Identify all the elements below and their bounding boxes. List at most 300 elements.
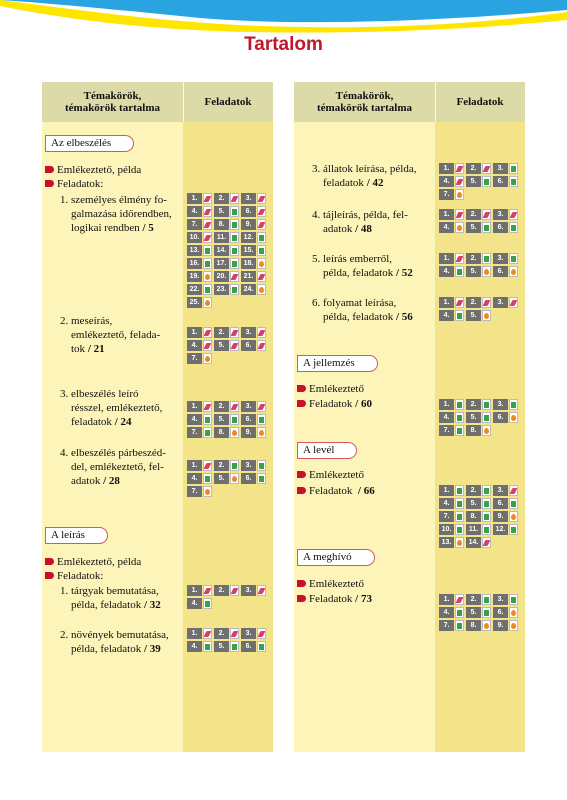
task-badge[interactable]: [466, 163, 493, 174]
task-number: 4.: [439, 607, 454, 618]
drop-icon: [509, 511, 518, 522]
bullet-tasks[interactable]: Feladatok / 60: [297, 398, 372, 411]
task-number: 6.: [241, 340, 256, 351]
pen-icon: [203, 193, 212, 204]
task-badge[interactable]: [214, 340, 241, 351]
task-number: 1.: [439, 485, 454, 496]
section-elbeszeles[interactable]: Az elbeszélés: [45, 135, 134, 152]
task-number: 4.: [439, 222, 454, 233]
toc-item[interactable]: 4. elbeszélés párbeszéd- del, emlékeztető, fel- adatok / 28: [60, 447, 166, 487]
task-badge[interactable]: [466, 620, 493, 631]
section-level[interactable]: A levél: [297, 442, 357, 459]
task-number: 8.: [466, 425, 481, 436]
task-number: 4.: [187, 641, 202, 652]
task-badge[interactable]: [214, 414, 241, 425]
task-badge[interactable]: [439, 594, 466, 605]
task-number: 2.: [466, 399, 481, 410]
top-decoration: [0, 0, 567, 34]
task-number: 14.: [466, 537, 481, 548]
book-icon: [455, 266, 464, 277]
task-number: 23.: [214, 284, 229, 295]
task-badge[interactable]: [241, 258, 268, 269]
toc-item[interactable]: 3. elbeszélés leíró résszel, emlékeztető, feladatok / 24: [60, 388, 163, 428]
task-badge[interactable]: [439, 310, 466, 321]
tasks-header: Feladatok: [435, 82, 525, 122]
task-badge[interactable]: [187, 585, 214, 596]
bullet-reminder[interactable]: Emlékeztető, példa: [45, 556, 141, 569]
task-badge[interactable]: [439, 524, 466, 535]
task-badge[interactable]: [439, 297, 466, 308]
task-badge[interactable]: [493, 620, 520, 631]
task-badge[interactable]: [241, 401, 268, 412]
task-number: 2.: [466, 297, 481, 308]
section-meghivo[interactable]: A meghívó: [297, 549, 375, 566]
task-number: 21.: [241, 271, 256, 282]
task-number: 2.: [214, 460, 229, 471]
pen-icon: [203, 206, 212, 217]
task-number: 10.: [187, 232, 202, 243]
task-number: 7.: [187, 427, 202, 438]
pen-icon: [203, 401, 212, 412]
task-badge[interactable]: [241, 641, 268, 652]
task-number: 6.: [241, 641, 256, 652]
task-badge[interactable]: [187, 414, 214, 425]
task-badge[interactable]: [187, 193, 214, 204]
drop-icon: [230, 473, 239, 484]
book-icon: [230, 206, 239, 217]
task-number: 4.: [187, 473, 202, 484]
bullet-reminder[interactable]: Emlékeztető: [297, 578, 364, 591]
task-number: 1.: [439, 399, 454, 410]
toc-item[interactable]: 5. leírás emberről, példa, feladatok / 52: [312, 253, 413, 279]
task-number: 8.: [466, 511, 481, 522]
task-badge[interactable]: [214, 460, 241, 471]
book-icon: [455, 310, 464, 321]
task-badge[interactable]: [493, 498, 520, 509]
book-icon: [455, 511, 464, 522]
page-title: Tartalom: [244, 34, 323, 55]
task-badge[interactable]: [466, 310, 493, 321]
task-number: 3.: [493, 163, 508, 174]
task-badge[interactable]: [493, 524, 520, 535]
pen-icon: [203, 219, 212, 230]
drop-icon: [482, 425, 491, 436]
book-icon: [230, 245, 239, 256]
task-badge[interactable]: [439, 266, 466, 277]
task-badge[interactable]: [241, 271, 268, 282]
book-icon: [509, 594, 518, 605]
task-badge[interactable]: [241, 206, 268, 217]
task-badge[interactable]: [439, 222, 466, 233]
task-badge[interactable]: [439, 607, 466, 618]
task-number: 5.: [214, 641, 229, 652]
task-grid: [187, 628, 268, 652]
task-number: 1.: [187, 327, 202, 338]
task-badge[interactable]: [187, 245, 214, 256]
task-grid: [187, 585, 268, 609]
task-badge[interactable]: [493, 176, 520, 187]
pen-icon: [509, 485, 518, 496]
task-number: 12.: [493, 524, 508, 535]
pen-icon: [203, 340, 212, 351]
book-icon: [203, 598, 212, 609]
task-number: 7.: [187, 486, 202, 497]
task-badge[interactable]: [493, 163, 520, 174]
task-badge[interactable]: [439, 412, 466, 423]
book-icon: [482, 498, 491, 509]
task-badge[interactable]: [241, 628, 268, 639]
drop-icon: [257, 427, 266, 438]
task-grid: [439, 594, 520, 631]
task-badge[interactable]: [187, 401, 214, 412]
task-number: 25.: [187, 297, 202, 308]
drop-icon: [257, 258, 266, 269]
task-badge[interactable]: [439, 425, 466, 436]
pen-icon: [455, 253, 464, 264]
task-number: 3.: [493, 594, 508, 605]
task-badge[interactable]: [187, 284, 214, 295]
book-icon: [482, 412, 491, 423]
task-badge[interactable]: [493, 485, 520, 496]
task-number: 4.: [187, 340, 202, 351]
task-badge[interactable]: [439, 176, 466, 187]
task-badge[interactable]: [241, 284, 268, 295]
book-icon: [230, 258, 239, 269]
task-number: 15.: [241, 245, 256, 256]
section-leiras[interactable]: A leírás: [45, 527, 108, 544]
bullet-reminder[interactable]: Emlékeztető, példa: [45, 164, 141, 177]
task-badge[interactable]: [241, 414, 268, 425]
task-badge[interactable]: [241, 232, 268, 243]
task-badge[interactable]: [187, 598, 214, 609]
task-number: 4.: [187, 414, 202, 425]
task-number: 10.: [439, 524, 454, 535]
task-badge[interactable]: [439, 485, 466, 496]
tasks-header: Feladatok: [183, 82, 273, 122]
task-number: 3.: [493, 297, 508, 308]
task-badge[interactable]: [466, 266, 493, 277]
book-icon: [482, 222, 491, 233]
task-badge[interactable]: [241, 427, 268, 438]
toc-item[interactable]: 1. személyes élmény fo- galmazása időrendben, logikai rendben / 5: [60, 194, 172, 234]
task-number: 1.: [439, 253, 454, 264]
task-badge[interactable]: [187, 258, 214, 269]
book-icon: [482, 524, 491, 535]
toc-item[interactable]: 4. tájleírás, példa, fel- adatok / 48: [312, 209, 408, 235]
pen-icon: [482, 537, 491, 548]
pen-icon: [230, 340, 239, 351]
task-number: 19.: [187, 271, 202, 282]
pen-icon: [455, 163, 464, 174]
book-icon: [455, 425, 464, 436]
task-number: 7.: [439, 511, 454, 522]
task-badge[interactable]: [466, 399, 493, 410]
drop-icon: [455, 537, 464, 548]
task-badge[interactable]: [466, 176, 493, 187]
task-badge[interactable]: [241, 340, 268, 351]
task-grid: [187, 327, 268, 364]
task-grid: [439, 163, 520, 200]
task-badge[interactable]: [187, 641, 214, 652]
book-icon: [482, 485, 491, 496]
task-badge[interactable]: [241, 193, 268, 204]
task-badge[interactable]: [187, 473, 214, 484]
task-badge[interactable]: [493, 399, 520, 410]
task-badge[interactable]: [214, 245, 241, 256]
pen-icon: [257, 193, 266, 204]
drop-icon: [509, 607, 518, 618]
book-icon: [203, 641, 212, 652]
task-number: 6.: [241, 206, 256, 217]
toc-item[interactable]: 2. növények bemutatása, példa, feladatok / 39: [60, 629, 169, 655]
section-jellemzes[interactable]: A jellemzés: [297, 355, 378, 372]
task-number: 1.: [439, 163, 454, 174]
task-badge[interactable]: [241, 327, 268, 338]
drop-icon: [455, 189, 464, 200]
book-icon: [203, 258, 212, 269]
task-badge[interactable]: [466, 485, 493, 496]
toc-item[interactable]: 3. állatok leírása, példa, feladatok / 42: [312, 163, 417, 189]
task-badge[interactable]: [439, 253, 466, 264]
pen-icon: [509, 297, 518, 308]
task-badge[interactable]: [466, 209, 493, 220]
task-badge[interactable]: [439, 620, 466, 631]
pen-icon: [203, 628, 212, 639]
task-number: 8.: [466, 620, 481, 631]
task-badge[interactable]: [493, 412, 520, 423]
task-number: 2.: [214, 327, 229, 338]
task-number: 7.: [187, 353, 202, 364]
task-badge[interactable]: [466, 253, 493, 264]
task-number: 5.: [466, 222, 481, 233]
task-number: 18.: [241, 258, 256, 269]
drop-icon: [257, 284, 266, 295]
task-badge[interactable]: [187, 271, 214, 282]
task-number: 5.: [466, 266, 481, 277]
book-icon: [509, 253, 518, 264]
task-number: 7.: [187, 219, 202, 230]
task-badge[interactable]: [187, 219, 214, 230]
task-badge[interactable]: [214, 206, 241, 217]
task-badge[interactable]: [439, 498, 466, 509]
bullet-tasks[interactable]: Feladatok:: [45, 178, 103, 191]
toc-item[interactable]: 2. meseírás, emlékeztető, felada- tok / 21: [60, 315, 161, 355]
task-badge[interactable]: [466, 537, 493, 548]
bullet-reminder[interactable]: Emlékeztető: [297, 469, 364, 482]
book-icon: [257, 245, 266, 256]
task-badge[interactable]: [187, 427, 214, 438]
book-icon: [230, 219, 239, 230]
drop-icon: [203, 353, 212, 364]
task-number: 20.: [214, 271, 229, 282]
book-icon: [455, 620, 464, 631]
task-badge[interactable]: [466, 222, 493, 233]
task-badge[interactable]: [214, 193, 241, 204]
task-number: 6.: [493, 222, 508, 233]
book-icon: [509, 399, 518, 410]
task-badge[interactable]: [214, 628, 241, 639]
task-badge[interactable]: [214, 641, 241, 652]
task-badge[interactable]: [187, 340, 214, 351]
task-badge[interactable]: [214, 327, 241, 338]
bullet-tasks[interactable]: Feladatok / 73: [297, 593, 372, 606]
task-number: 6.: [493, 176, 508, 187]
task-badge[interactable]: [187, 206, 214, 217]
toc-item[interactable]: 6. folyamat leírása, példa, feladatok / 56: [312, 297, 413, 323]
task-badge[interactable]: [214, 585, 241, 596]
topic-header: Témakörök, témakörök tartalma: [316, 90, 412, 114]
task-number: 5.: [214, 340, 229, 351]
task-badge[interactable]: [187, 628, 214, 639]
task-number: 2.: [214, 193, 229, 204]
task-badge[interactable]: [187, 232, 214, 243]
task-badge[interactable]: [187, 297, 214, 308]
task-number: 1.: [187, 401, 202, 412]
task-badge[interactable]: [466, 297, 493, 308]
book-icon: [455, 524, 464, 535]
drop-icon: [203, 271, 212, 282]
task-badge[interactable]: [214, 232, 241, 243]
bullet-tasks[interactable]: Feladatok / 66: [297, 485, 375, 498]
bullet-tasks[interactable]: Feladatok:: [45, 570, 103, 583]
task-badge[interactable]: [241, 473, 268, 484]
book-icon: [509, 222, 518, 233]
task-badge[interactable]: [493, 607, 520, 618]
task-badge[interactable]: [439, 189, 466, 200]
task-badge[interactable]: [439, 209, 466, 220]
book-icon: [509, 176, 518, 187]
task-number: 8.: [214, 427, 229, 438]
task-number: 8.: [214, 219, 229, 230]
pen-icon: [257, 206, 266, 217]
pen-icon: [230, 628, 239, 639]
task-badge[interactable]: [214, 271, 241, 282]
task-number: 22.: [187, 284, 202, 295]
task-badge[interactable]: [493, 511, 520, 522]
task-number: 4.: [439, 498, 454, 509]
column-header: [294, 82, 525, 122]
task-number: 2.: [466, 163, 481, 174]
book-icon: [455, 412, 464, 423]
task-number: 9.: [493, 620, 508, 631]
pen-icon: [230, 271, 239, 282]
task-badge[interactable]: [214, 219, 241, 230]
drop-icon: [482, 310, 491, 321]
task-badge[interactable]: [439, 537, 466, 548]
book-icon: [203, 473, 212, 484]
task-badge[interactable]: [214, 427, 241, 438]
task-badge[interactable]: [493, 297, 520, 308]
task-number: 5.: [466, 176, 481, 187]
task-number: 13.: [187, 245, 202, 256]
task-grid: [187, 193, 268, 308]
book-icon: [509, 163, 518, 174]
task-badge[interactable]: [466, 425, 493, 436]
task-badge[interactable]: [214, 401, 241, 412]
task-number: 5.: [214, 414, 229, 425]
pen-icon: [203, 585, 212, 596]
task-number: 3.: [241, 401, 256, 412]
book-icon: [203, 245, 212, 256]
task-badge[interactable]: [466, 607, 493, 618]
task-number: 7.: [439, 189, 454, 200]
pen-icon: [203, 460, 212, 471]
pen-icon: [230, 193, 239, 204]
book-icon: [455, 399, 464, 410]
task-badge[interactable]: [241, 219, 268, 230]
task-number: 3.: [493, 209, 508, 220]
task-badge[interactable]: [214, 258, 241, 269]
task-badge[interactable]: [466, 498, 493, 509]
book-icon: [482, 399, 491, 410]
drop-icon: [203, 297, 212, 308]
task-badge[interactable]: [187, 486, 214, 497]
task-badge[interactable]: [466, 594, 493, 605]
toc-item[interactable]: 1. tárgyak bemutatása, példa, feladatok / 32: [60, 585, 161, 611]
task-number: 3.: [241, 628, 256, 639]
book-icon: [257, 460, 266, 471]
task-grid: [439, 253, 520, 277]
pen-icon: [482, 163, 491, 174]
task-number: 3.: [493, 399, 508, 410]
task-badge[interactable]: [493, 266, 520, 277]
task-badge[interactable]: [466, 511, 493, 522]
task-badge[interactable]: [439, 511, 466, 522]
task-badge[interactable]: [466, 524, 493, 535]
task-badge[interactable]: [493, 209, 520, 220]
task-badge[interactable]: [493, 594, 520, 605]
task-badge[interactable]: [241, 585, 268, 596]
task-number: 11.: [214, 232, 229, 243]
task-badge[interactable]: [187, 353, 214, 364]
bullet-reminder[interactable]: Emlékeztető: [297, 383, 364, 396]
book-icon: [482, 607, 491, 618]
task-number: 4.: [439, 310, 454, 321]
task-number: 3.: [241, 460, 256, 471]
task-badge[interactable]: [241, 460, 268, 471]
task-number: 2.: [214, 585, 229, 596]
task-number: 5.: [466, 607, 481, 618]
task-number: 2.: [466, 485, 481, 496]
pen-icon: [455, 209, 464, 220]
task-badge[interactable]: [214, 284, 241, 295]
drop-icon: [203, 486, 212, 497]
task-grid: [439, 399, 520, 436]
task-badge[interactable]: [439, 399, 466, 410]
pen-icon: [230, 401, 239, 412]
task-badge[interactable]: [493, 222, 520, 233]
task-badge[interactable]: [241, 245, 268, 256]
task-badge[interactable]: [493, 253, 520, 264]
topic-header: Témakörök, témakörök tartalma: [64, 90, 160, 114]
task-badge[interactable]: [214, 473, 241, 484]
book-icon: [230, 414, 239, 425]
task-number: 5.: [466, 498, 481, 509]
task-number: 2.: [466, 253, 481, 264]
task-badge[interactable]: [466, 412, 493, 423]
task-badge[interactable]: [187, 327, 214, 338]
drop-icon: [455, 222, 464, 233]
task-number: 1.: [187, 628, 202, 639]
task-number: 2.: [214, 628, 229, 639]
task-number: 3.: [241, 193, 256, 204]
book-icon: [482, 253, 491, 264]
task-grid: [439, 485, 520, 548]
task-badge[interactable]: [439, 163, 466, 174]
task-badge[interactable]: [187, 460, 214, 471]
book-icon: [230, 641, 239, 652]
task-number: 16.: [187, 258, 202, 269]
